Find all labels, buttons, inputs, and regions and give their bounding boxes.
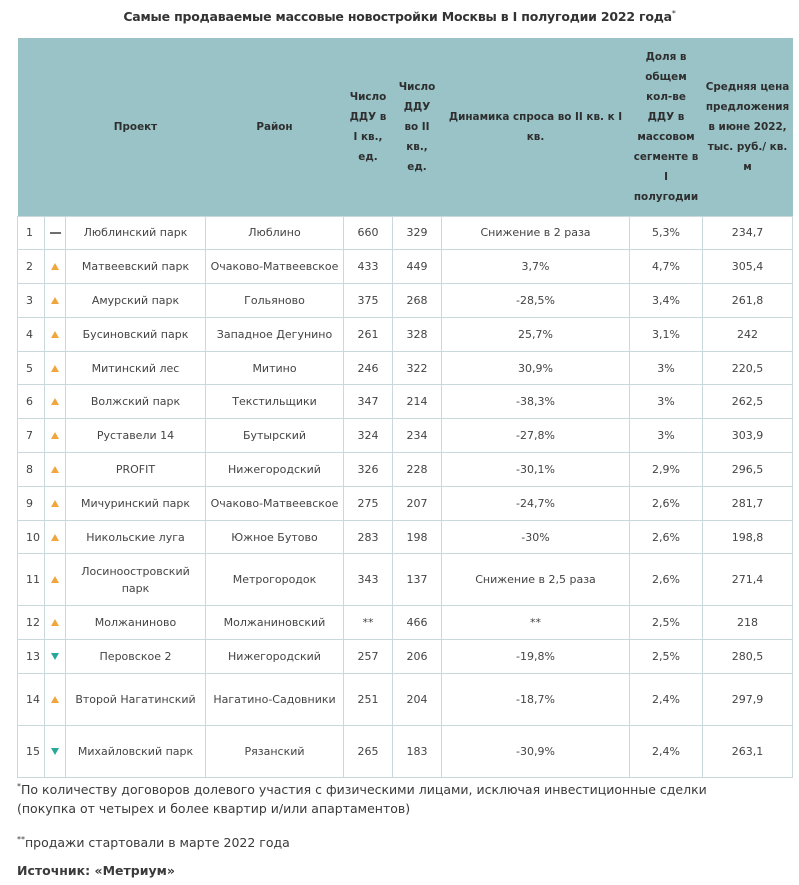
- price-value: 198,8: [703, 520, 793, 554]
- share-value: 2,9%: [630, 453, 703, 487]
- dynamics-value: -24,7%: [442, 486, 630, 520]
- price-value: 218: [703, 606, 793, 640]
- project-name: Люблинский парк: [66, 216, 206, 250]
- table-row: [18, 250, 793, 284]
- header-trend: [45, 38, 66, 216]
- district-name: Нижегородский: [206, 453, 344, 487]
- table-row: [18, 317, 793, 351]
- header-share: Доля в общем кол-ве ДДУ в массовом сегменте в I полугодии: [630, 38, 703, 216]
- header-ddu-q2: Число ДДУ во II кв., ед.: [393, 38, 442, 216]
- triangle-up-icon: [51, 696, 59, 703]
- ddu-q2-value: 183: [393, 726, 442, 778]
- ddu-q2-value: 234: [393, 419, 442, 453]
- price-value: 234,7: [703, 216, 793, 250]
- price-value: 303,9: [703, 419, 793, 453]
- row-number: 8: [18, 453, 45, 487]
- ddu-q2-value: 328: [393, 317, 442, 351]
- row-number: 2: [18, 250, 45, 284]
- triangle-up-icon: [51, 619, 59, 626]
- title-footnote-mark: *: [671, 9, 676, 18]
- price-value: 297,9: [703, 674, 793, 726]
- table-row: [18, 726, 793, 778]
- ddu-q2-value: 329: [393, 216, 442, 250]
- row-number: 10: [18, 520, 45, 554]
- dynamics-value: -27,8%: [442, 419, 630, 453]
- price-value: 220,5: [703, 351, 793, 385]
- share-value: 2,5%: [630, 606, 703, 640]
- dynamics-value: 3,7%: [442, 250, 630, 284]
- dynamics-value: -28,5%: [442, 284, 630, 318]
- district-name: Бутырский: [206, 419, 344, 453]
- share-value: 3,1%: [630, 317, 703, 351]
- dynamics-value: -18,7%: [442, 674, 630, 726]
- table-row: [18, 284, 793, 318]
- triangle-up-icon: [51, 500, 59, 507]
- ddu-q2-value: 322: [393, 351, 442, 385]
- price-value: 261,8: [703, 284, 793, 318]
- trend-indicator: [45, 250, 66, 284]
- ddu-q2-value: 206: [393, 640, 442, 674]
- share-value: 2,6%: [630, 554, 703, 606]
- project-name: Лосиноостровский парк: [66, 554, 206, 606]
- footnote-2: **продажи стартовали в марте 2022 года: [17, 835, 290, 851]
- share-value: 4,7%: [630, 250, 703, 284]
- trend-indicator: [45, 419, 66, 453]
- price-value: 242: [703, 317, 793, 351]
- dynamics-value: -19,8%: [442, 640, 630, 674]
- project-name: Митинский лес: [66, 351, 206, 385]
- row-number: 6: [18, 385, 45, 419]
- district-name: Южное Бутово: [206, 520, 344, 554]
- header-number: [18, 38, 45, 216]
- share-value: 2,4%: [630, 674, 703, 726]
- district-name: Нагатино-Садовники: [206, 674, 344, 726]
- share-value: 3%: [630, 385, 703, 419]
- trend-indicator: [45, 216, 66, 250]
- project-name: Волжский парк: [66, 385, 206, 419]
- triangle-up-icon: [51, 432, 59, 439]
- ddu-q1-value: 261: [344, 317, 393, 351]
- trend-indicator: [45, 606, 66, 640]
- row-number: 15: [18, 726, 45, 778]
- price-value: 262,5: [703, 385, 793, 419]
- table-row: [18, 216, 793, 250]
- row-number: 7: [18, 419, 45, 453]
- ddu-q2-value: 204: [393, 674, 442, 726]
- ddu-q1-value: **: [344, 606, 393, 640]
- trend-indicator: [45, 351, 66, 385]
- district-name: Очаково-Матвеевское: [206, 486, 344, 520]
- ddu-q1-value: 246: [344, 351, 393, 385]
- ddu-q2-value: 228: [393, 453, 442, 487]
- row-number: 4: [18, 317, 45, 351]
- trend-indicator: [45, 640, 66, 674]
- ddu-q1-value: 251: [344, 674, 393, 726]
- share-value: 3%: [630, 419, 703, 453]
- trend-indicator: [45, 520, 66, 554]
- ddu-q1-value: 433: [344, 250, 393, 284]
- district-name: Гольяново: [206, 284, 344, 318]
- row-number: 1: [18, 216, 45, 250]
- table-row: [18, 554, 793, 606]
- header-district: Район: [206, 38, 344, 216]
- ddu-q1-value: 283: [344, 520, 393, 554]
- footnote-1: *По количеству договоров долевого участия с физическими лицами, исключая инвестиционные сделки (покупка от четырех и более квартир и/или апартаментов): [17, 782, 707, 817]
- district-name: Митино: [206, 351, 344, 385]
- share-value: 2,6%: [630, 520, 703, 554]
- ddu-q1-value: 265: [344, 726, 393, 778]
- table-row: [18, 520, 793, 554]
- ddu-q2-value: 214: [393, 385, 442, 419]
- district-name: Метрогородок: [206, 554, 344, 606]
- ddu-q2-value: 466: [393, 606, 442, 640]
- table-body: [18, 216, 793, 778]
- price-value: 281,7: [703, 486, 793, 520]
- triangle-up-icon: [51, 263, 59, 270]
- ddu-q2-value: 268: [393, 284, 442, 318]
- dynamics-value: Снижение в 2,5 раза: [442, 554, 630, 606]
- table-row: [18, 606, 793, 640]
- district-name: Люблино: [206, 216, 344, 250]
- share-value: 3%: [630, 351, 703, 385]
- dynamics-value: -30,1%: [442, 453, 630, 487]
- triangle-up-icon: [51, 534, 59, 541]
- share-value: 2,6%: [630, 486, 703, 520]
- header-row: [18, 38, 793, 216]
- row-number: 9: [18, 486, 45, 520]
- project-name: Руставели 14: [66, 419, 206, 453]
- triangle-up-icon: [51, 398, 59, 405]
- dynamics-value: 30,9%: [442, 351, 630, 385]
- triangle-up-icon: [51, 365, 59, 372]
- header-price: Средняя цена предложения в июне 2022, тыс. руб./ кв. м: [703, 38, 793, 216]
- ddu-q1-value: 347: [344, 385, 393, 419]
- header-project: Проект: [66, 38, 206, 216]
- trend-indicator: [45, 674, 66, 726]
- table-row: [18, 351, 793, 385]
- triangle-up-icon: [51, 466, 59, 473]
- row-number: 11: [18, 554, 45, 606]
- trend-indicator: [45, 284, 66, 318]
- ddu-q1-value: 326: [344, 453, 393, 487]
- table-row: [18, 385, 793, 419]
- district-name: Текстильщики: [206, 385, 344, 419]
- project-name: Матвеевский парк: [66, 250, 206, 284]
- price-value: 296,5: [703, 453, 793, 487]
- table-row: [18, 486, 793, 520]
- ddu-q2-value: 207: [393, 486, 442, 520]
- triangle-up-icon: [51, 297, 59, 304]
- ddu-q2-value: 449: [393, 250, 442, 284]
- share-value: 3,4%: [630, 284, 703, 318]
- price-value: 280,5: [703, 640, 793, 674]
- price-value: 263,1: [703, 726, 793, 778]
- dynamics-value: -30%: [442, 520, 630, 554]
- ddu-q1-value: 343: [344, 554, 393, 606]
- district-name: Нижегородский: [206, 640, 344, 674]
- dynamics-value: **: [442, 606, 630, 640]
- trend-indicator: [45, 317, 66, 351]
- header-ddu-q1: Число ДДУ в I кв., ед.: [344, 38, 393, 216]
- ddu-q2-value: 137: [393, 554, 442, 606]
- share-value: 2,5%: [630, 640, 703, 674]
- trend-indicator: [45, 486, 66, 520]
- price-value: 305,4: [703, 250, 793, 284]
- project-name: Мичуринский парк: [66, 486, 206, 520]
- dynamics-value: 25,7%: [442, 317, 630, 351]
- project-name: Амурский парк: [66, 284, 206, 318]
- district-name: Западное Дегунино: [206, 317, 344, 351]
- triangle-up-icon: [51, 576, 59, 583]
- table-row: [18, 453, 793, 487]
- share-value: 2,4%: [630, 726, 703, 778]
- table-row: [18, 674, 793, 726]
- triangle-up-icon: [51, 331, 59, 338]
- district-name: Молжаниновский: [206, 606, 344, 640]
- dynamics-value: -38,3%: [442, 385, 630, 419]
- row-number: 3: [18, 284, 45, 318]
- trend-indicator: [45, 554, 66, 606]
- row-number: 14: [18, 674, 45, 726]
- project-name: Второй Нагатинский: [66, 674, 206, 726]
- table-row: [18, 640, 793, 674]
- project-name: Бусиновский парк: [66, 317, 206, 351]
- project-name: Перовское 2: [66, 640, 206, 674]
- ddu-q1-value: 257: [344, 640, 393, 674]
- trend-indicator: [45, 453, 66, 487]
- row-number: 13: [18, 640, 45, 674]
- row-number: 5: [18, 351, 45, 385]
- trend-indicator: [45, 385, 66, 419]
- ddu-q2-value: 198: [393, 520, 442, 554]
- ddu-q1-value: 660: [344, 216, 393, 250]
- sales-table: [17, 38, 793, 778]
- triangle-down-icon: [51, 748, 59, 755]
- table-row: [18, 419, 793, 453]
- triangle-down-icon: [51, 653, 59, 660]
- source-line: Источник: «Метриум»: [17, 863, 175, 878]
- project-name: PROFIT: [66, 453, 206, 487]
- project-name: Михайловский парк: [66, 726, 206, 778]
- share-value: 5,3%: [630, 216, 703, 250]
- dynamics-value: Снижение в 2 раза: [442, 216, 630, 250]
- ddu-q1-value: 375: [344, 284, 393, 318]
- district-name: Рязанский: [206, 726, 344, 778]
- ddu-q1-value: 275: [344, 486, 393, 520]
- district-name: Очаково-Матвеевское: [206, 250, 344, 284]
- dynamics-value: -30,9%: [442, 726, 630, 778]
- project-name: Никольские луга: [66, 520, 206, 554]
- price-value: 271,4: [703, 554, 793, 606]
- row-number: 12: [18, 606, 45, 640]
- ddu-q1-value: 324: [344, 419, 393, 453]
- trend-indicator: [45, 726, 66, 778]
- header-dynamics: Динамика спроса во II кв. к I кв.: [442, 38, 630, 216]
- project-name: Молжаниново: [66, 606, 206, 640]
- table-title: Самые продаваемые массовые новостройки Москвы в I полугодии 2022 года*: [123, 9, 676, 25]
- dash-icon: [50, 232, 61, 234]
